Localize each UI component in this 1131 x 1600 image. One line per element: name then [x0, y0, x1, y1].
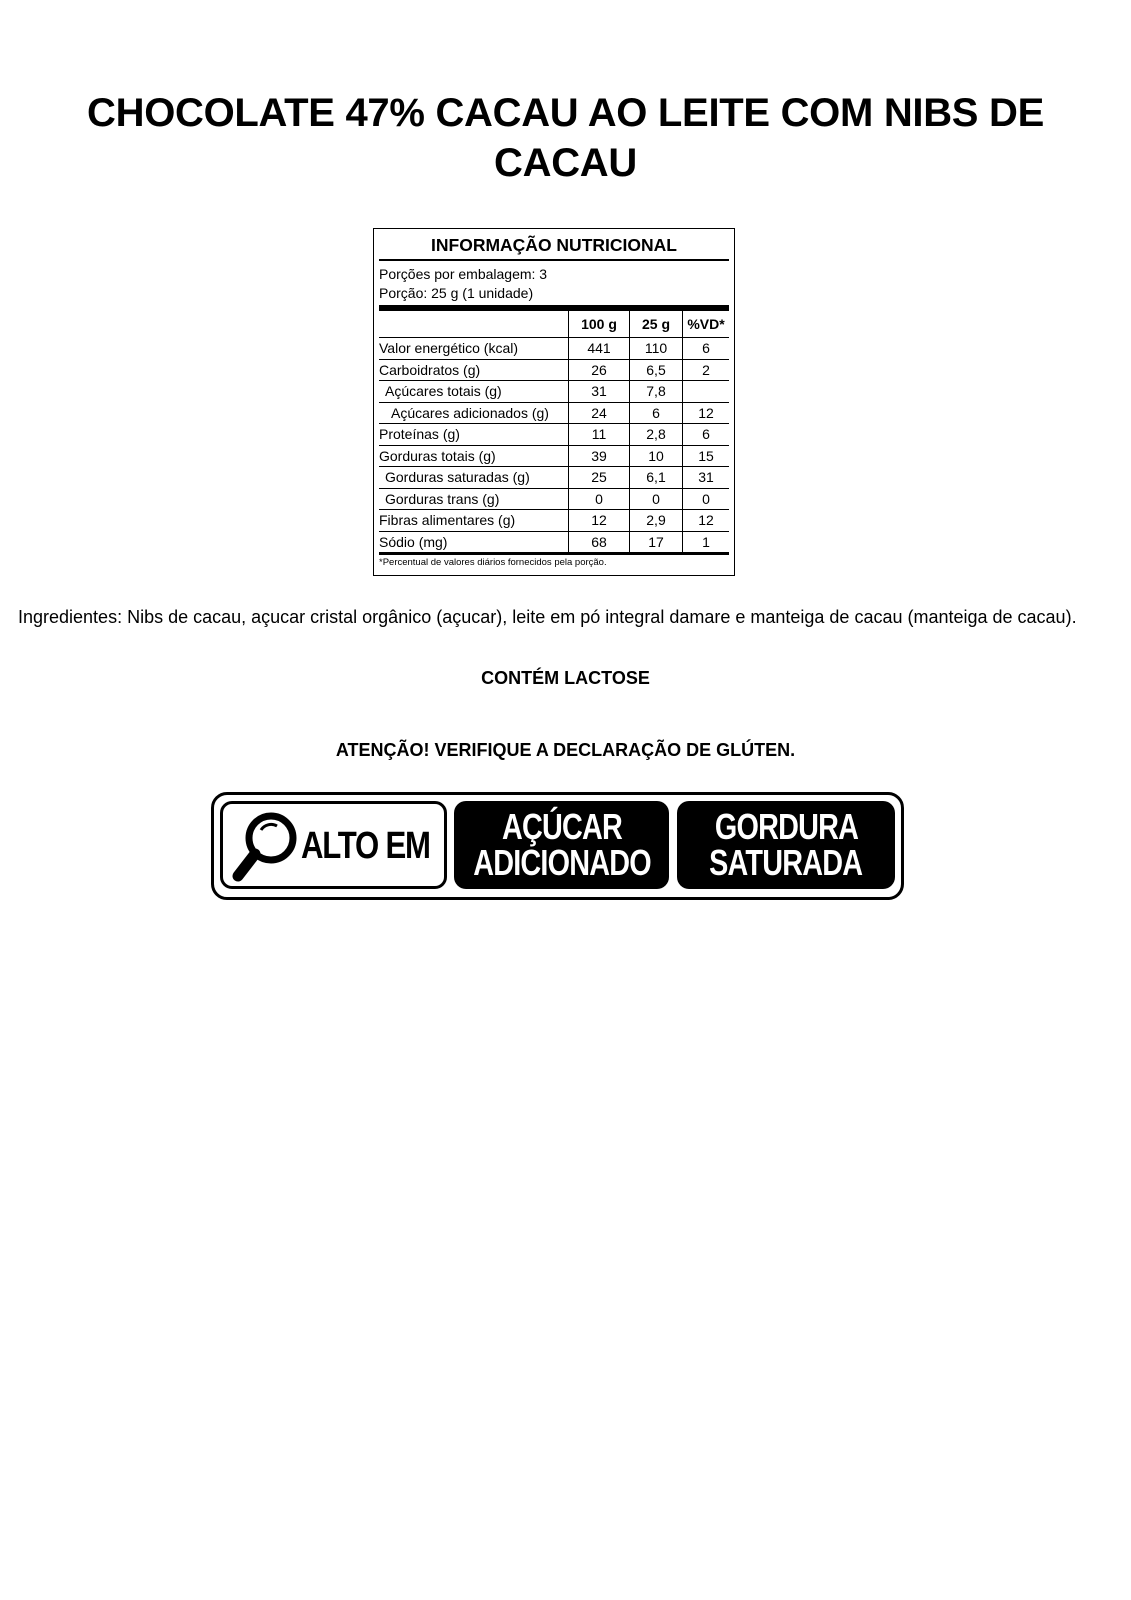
value-vd [683, 381, 730, 403]
value-25g: 6,5 [630, 359, 683, 381]
added-sugar-badge [454, 801, 669, 889]
alto-em-label: ALTO EM [301, 825, 430, 867]
nutrient-row-saturated-fat [379, 467, 729, 489]
nutrient-label: Proteínas (g) [379, 424, 569, 446]
value-vd: 1 [683, 531, 730, 554]
value-100g: 12 [569, 510, 630, 532]
nutrient-label: Açúcares adicionados (g) [379, 402, 569, 424]
value-100g: 26 [569, 359, 630, 381]
value-100g: 0 [569, 488, 630, 510]
column-header-25g: 25 g [630, 311, 683, 338]
value-25g: 6 [630, 402, 683, 424]
value-100g: 68 [569, 531, 630, 554]
gluten-warning: ATENÇÃO! VERIFIQUE A DECLARAÇÃO DE GLÚTEN. [335, 740, 796, 760]
allergen-lactose: CONTÉM LACTOSE [481, 668, 650, 688]
front-label-warning-seal [211, 792, 904, 900]
nutrient-table-header [379, 311, 729, 338]
value-25g: 17 [630, 531, 683, 554]
nutrient-table [379, 311, 729, 555]
product-title: CHOCOLATE 47% CACAU AO LEITE COM NIBS DE CACAU [87, 91, 1044, 185]
added-sugar-line2: ADICIONADO [472, 842, 651, 883]
value-25g: 110 [630, 338, 683, 360]
value-100g: 39 [569, 445, 630, 467]
value-vd: 31 [683, 467, 730, 489]
value-25g: 0 [630, 488, 683, 510]
value-25g: 7,8 [630, 381, 683, 403]
column-header-vd: %VD* [683, 311, 730, 338]
nutrient-row-trans-fat [379, 488, 729, 510]
nutrient-label: Fibras alimentares (g) [379, 510, 569, 532]
column-header-100g: 100 g [569, 311, 630, 338]
nutrient-row-fiber [379, 510, 729, 532]
value-100g: 11 [569, 424, 630, 446]
value-25g: 10 [630, 445, 683, 467]
value-vd: 6 [683, 424, 730, 446]
nutrient-label: Sódio (mg) [379, 531, 569, 554]
value-100g: 24 [569, 402, 630, 424]
value-100g: 31 [569, 381, 630, 403]
saturated-fat-line1: GORDURA [714, 806, 858, 847]
value-vd: 0 [683, 488, 730, 510]
nutrient-row-energy [379, 338, 729, 360]
value-100g: 25 [569, 467, 630, 489]
nutrition-heading: INFORMAÇÃO NUTRICIONAL [379, 229, 729, 261]
magnifying-glass-icon [231, 810, 301, 886]
alto-em-box [220, 801, 447, 889]
nutrient-row-protein [379, 424, 729, 446]
value-25g: 2,8 [630, 424, 683, 446]
nutrition-facts-table [373, 228, 735, 576]
saturated-fat-line2: SATURADA [709, 842, 863, 883]
added-sugar-line1: AÇÚCAR [501, 806, 622, 847]
value-vd: 6 [683, 338, 730, 360]
value-25g: 6,1 [630, 467, 683, 489]
nutrient-label: Valor energético (kcal) [379, 338, 569, 360]
nutrient-label: Gorduras totais (g) [379, 445, 569, 467]
nutrient-label: Açúcares totais (g) [379, 381, 569, 403]
value-vd: 15 [683, 445, 730, 467]
value-25g: 2,9 [630, 510, 683, 532]
ingredients-text: Ingredientes: Nibs de cacau, açucar cristal orgânico (açucar), leite em pó integral damare e manteiga de cacau (manteiga de cacau). [18, 607, 1077, 627]
value-vd: 12 [683, 510, 730, 532]
value-100g: 441 [569, 338, 630, 360]
portion-size: Porção: 25 g (1 unidade) [379, 285, 534, 301]
value-vd: 2 [683, 359, 730, 381]
nutrient-label: Gorduras trans (g) [379, 488, 569, 510]
nutrient-row-added-sugars [379, 402, 729, 424]
header-blank [379, 311, 569, 338]
nutrient-label: Gorduras saturadas (g) [379, 467, 569, 489]
nutrient-row-carbs [379, 359, 729, 381]
nutrient-row-total-fat [379, 445, 729, 467]
nutrition-footnote: *Percentual de valores diários fornecidos pela porção. [379, 557, 607, 568]
servings-per-package: Porções por embalagem: 3 [379, 266, 548, 282]
nutrient-row-total-sugars [379, 381, 729, 403]
nutrient-row-sodium [379, 531, 729, 554]
saturated-fat-badge [677, 801, 895, 889]
nutrient-label: Carboidratos (g) [379, 359, 569, 381]
value-vd: 12 [683, 402, 730, 424]
